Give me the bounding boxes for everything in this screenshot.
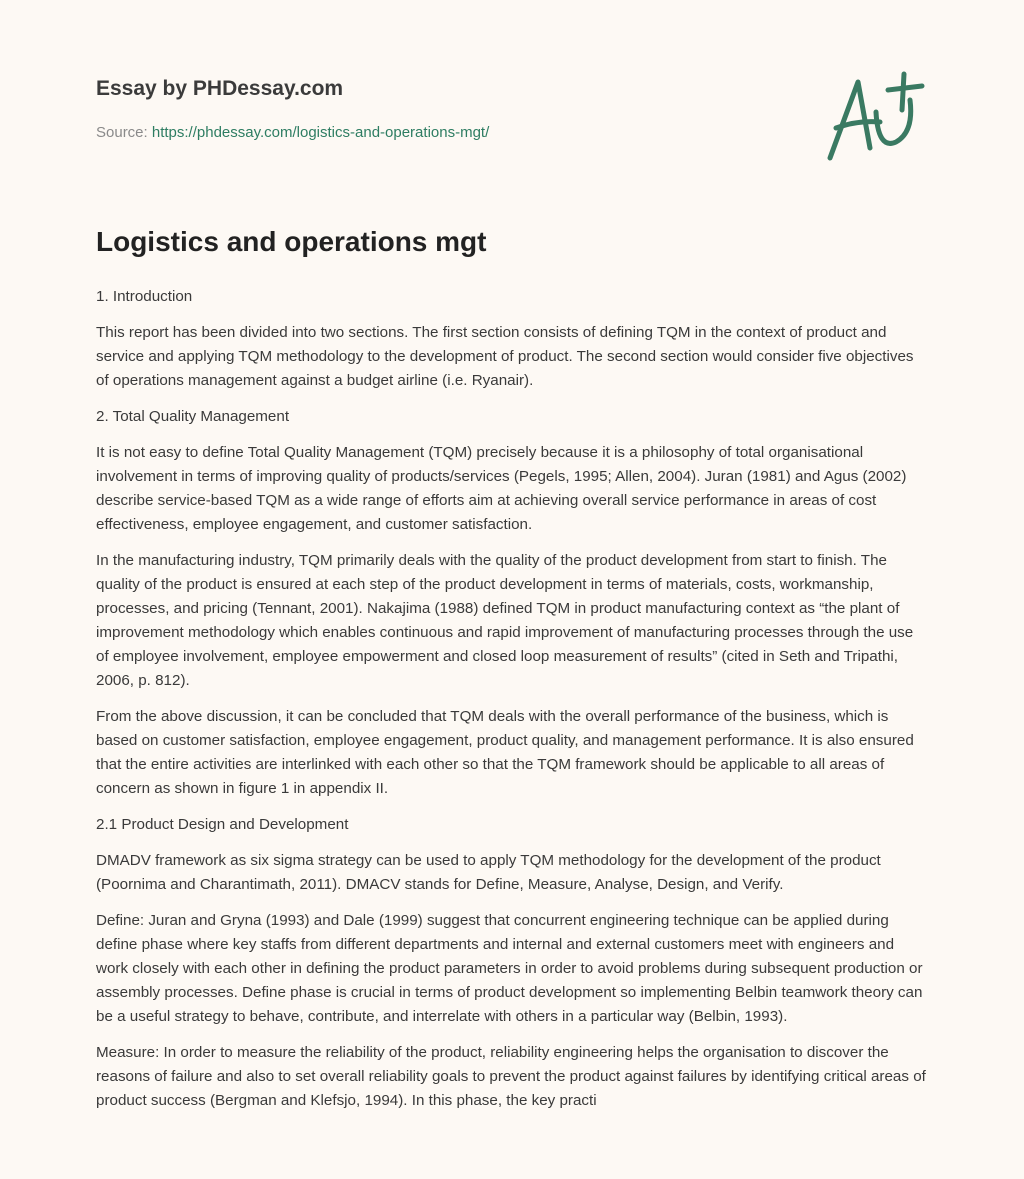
source-line (96, 124, 489, 141)
page-title: Logistics and operations mgt (96, 226, 487, 257)
paragraph: This report has been divided into two sections. The first section consists of defining TQM in the context of product and service and applying TQM methodology to the development of product. The second section would consider five objectives of operations management against a budget airline (i.e. Ryanair). (96, 324, 914, 389)
paragraph: Measure: In order to measure the reliability of the product, reliability engineering helps the organisation to discover the reasons of failure and also to set overall reliability goals to prevent the product against failures by identifying critical areas of product success (Bergman and Klefsjo, 1994). In this phase, the key practi (96, 1044, 926, 1109)
paragraph: In the manufacturing industry, TQM primarily deals with the quality of the product development from start to finish. The quality of the product is ensured at each step of the product development in terms of materials, costs, workmanship, processes, and pricing (Tennant, 2001). Nakajima (1988) defined TQM in product manufacturing context as “the plant of improvement methodology which enables continuous and rapid improvement of manufacturing processes through the use of employee involvement, employee empowerment and closed loop measurement of results” (cited in Seth and Tripathi, 2006, p. 812). (96, 552, 914, 689)
source-label: Source: (96, 124, 148, 141)
paragraph: From the above discussion, it can be concluded that TQM deals with the overall performance of the business, which is based on customer satisfaction, employee engagement, product quality, and management performance. It is also ensured that the entire activities are interlinked with each other so that the TQM framework should be applicable to all areas of concern as shown in figure 1 in appendix II. (96, 708, 914, 797)
essay-body (96, 285, 928, 1125)
section-heading: 1. Introduction (96, 288, 193, 305)
paragraph: It is not easy to define Total Quality Management (TQM) precisely because it is a philosophy of total organisational involvement in terms of improving quality of products/services (Pegels, 1995; Allen, 2004). Juran (1981) and Agus (2002) describe service-based TQM as a wide range of efforts aim at achieving overall service performance in areas of cost effectiveness, employee engagement, and customer satisfaction. (96, 444, 907, 533)
section-heading: 2. Total Quality Management (96, 408, 290, 425)
a-plus-logo-icon (818, 70, 928, 165)
site-title: Essay by PHDessay.com (96, 77, 344, 100)
section-heading: 2.1 Product Design and Development (96, 816, 349, 833)
paragraph: DMADV framework as six sigma strategy can be used to apply TQM methodology for the development of the product (Poornima and Charantimath, 2011). DMACV stands for Define, Measure, Analyse, Design, and Verify. (96, 852, 881, 893)
source-link[interactable]: https://phdessay.com/logistics-and-operations-mgt/ (151, 124, 490, 141)
paragraph: Define: Juran and Gryna (1993) and Dale (1999) suggest that concurrent engineering technique can be applied during define phase where key staffs from different departments and internal and external customers meet with engineers and work closely with each other in defining the product parameters in order to avoid problems during subsequent production or assembly processes. Define phase is crucial in terms of product development so implementing Belbin teamwork theory can be a useful strategy to behave, contribute, and interrelate with others in a particular way (Belbin, 1993). (96, 912, 923, 1025)
